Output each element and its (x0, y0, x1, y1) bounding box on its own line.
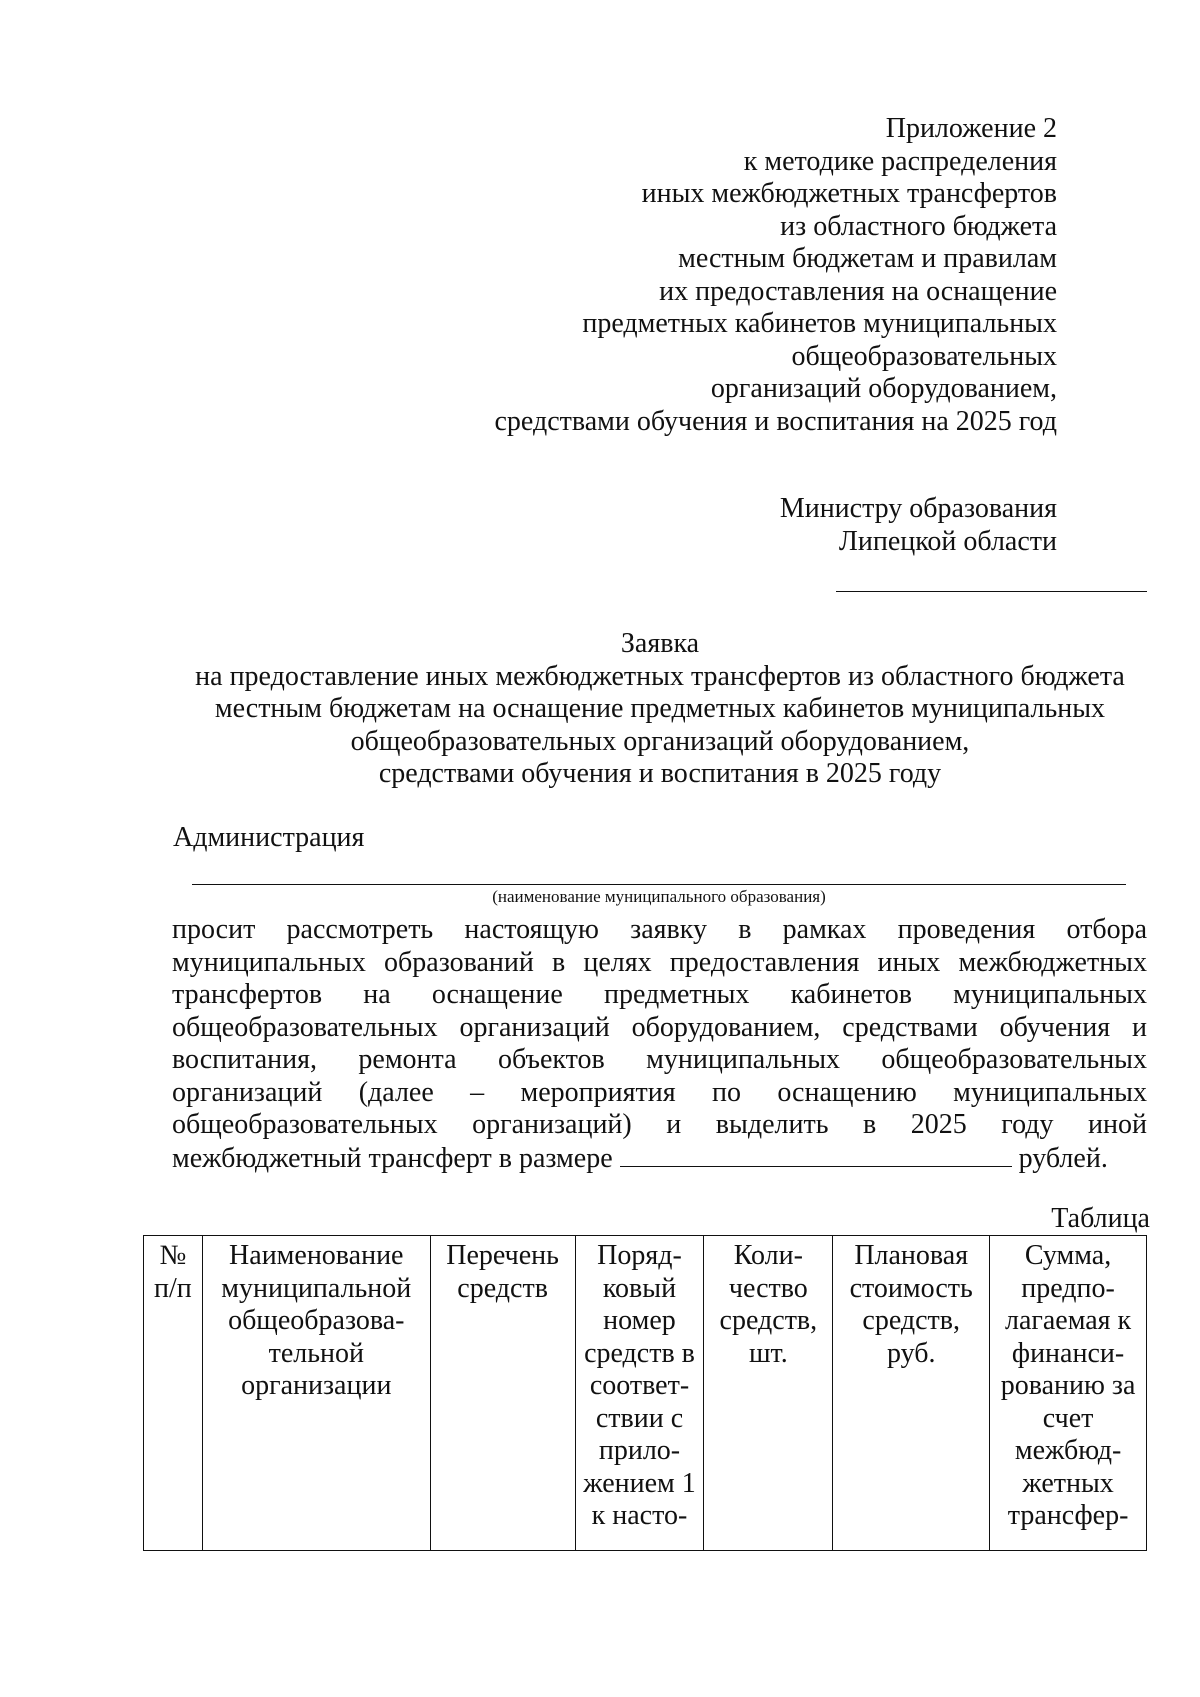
request-body (172, 914, 1147, 1175)
administration-label: Администрация (173, 822, 365, 853)
municipality-blank-line (192, 884, 1126, 885)
addressee (780, 493, 1057, 558)
table-header-cell: Коли-чество средств, шт. (704, 1236, 833, 1551)
addressee-line-1: Министру образования (779, 493, 1057, 524)
table-header-cell: Плановая стоимость средств, руб. (833, 1236, 990, 1551)
request-body-suffix: рублей. (1018, 1142, 1108, 1174)
appendix-line: местным бюджетам и правилам (678, 243, 1057, 274)
table-header-row (144, 1236, 1147, 1551)
document-title (150, 628, 1170, 791)
table-label: Таблица (1051, 1203, 1150, 1234)
signature-blank-line (836, 591, 1147, 592)
addressee-line-2: Липецкой области (838, 525, 1057, 557)
appendix-header (494, 113, 1057, 438)
title-line: местным бюджетам на оснащение предметных кабинетов муниципальных (214, 693, 1106, 724)
title-heading: Заявка (620, 628, 700, 659)
appendix-line: общеобразовательных (791, 340, 1057, 372)
request-body-text: просит рассмотреть настоящую заявку в рамках проведения отбора муниципальных образований в целях предоставления иных межбюджетных трансфертов на оснащение предметных кабинетов муниципальных общеобразовательных организаций оборудованием, средствами обучения и воспитания, ремонта объектов муниципальных общеобразовательных организаций (далее – мероприятия по оснащению муниципальных общеобразовательных организаций) и выделить в 2025 году иной межбюджетный трансферт в размере (172, 914, 1147, 1174)
appendix-line: предметных кабинетов муниципальных (582, 308, 1057, 339)
title-line: средствами обучения и воспитания в 2025 году (378, 758, 942, 789)
appendix-line: Приложение 2 (885, 113, 1057, 144)
appendix-line: организаций оборудованием, (710, 373, 1057, 404)
appendix-line: их предоставления на оснащение (659, 275, 1057, 307)
title-line: на предоставление иных межбюджетных трансфертов из областного бюджета (195, 660, 1125, 692)
amount-blank-line (620, 1142, 1012, 1167)
table-header-cell: Наименование муниципальной общеобразова-тельной организации (202, 1236, 430, 1551)
table-header-cell: № п/п (144, 1236, 203, 1551)
table-header-cell: Перечень средств (430, 1236, 575, 1551)
request-table (143, 1235, 1147, 1551)
municipality-caption: (наименование муниципального образования) (492, 887, 826, 906)
table-header-cell: Сумма, предпо-лагаемая к финанси-рованию за счет межбюд-жетных трансфер- (990, 1236, 1147, 1551)
title-line: общеобразовательных организаций оборудованием, (350, 725, 970, 757)
table-header-cell: Поряд-ковый номер средств в соответ-ствии с прило-жением 1 к насто- (575, 1236, 704, 1551)
appendix-line: из областного бюджета (780, 210, 1057, 242)
appendix-line: к методике распределения (743, 145, 1057, 177)
appendix-line: иных межбюджетных трансфертов (641, 178, 1057, 209)
appendix-line: средствами обучения и воспитания на 2025 год (494, 405, 1057, 437)
